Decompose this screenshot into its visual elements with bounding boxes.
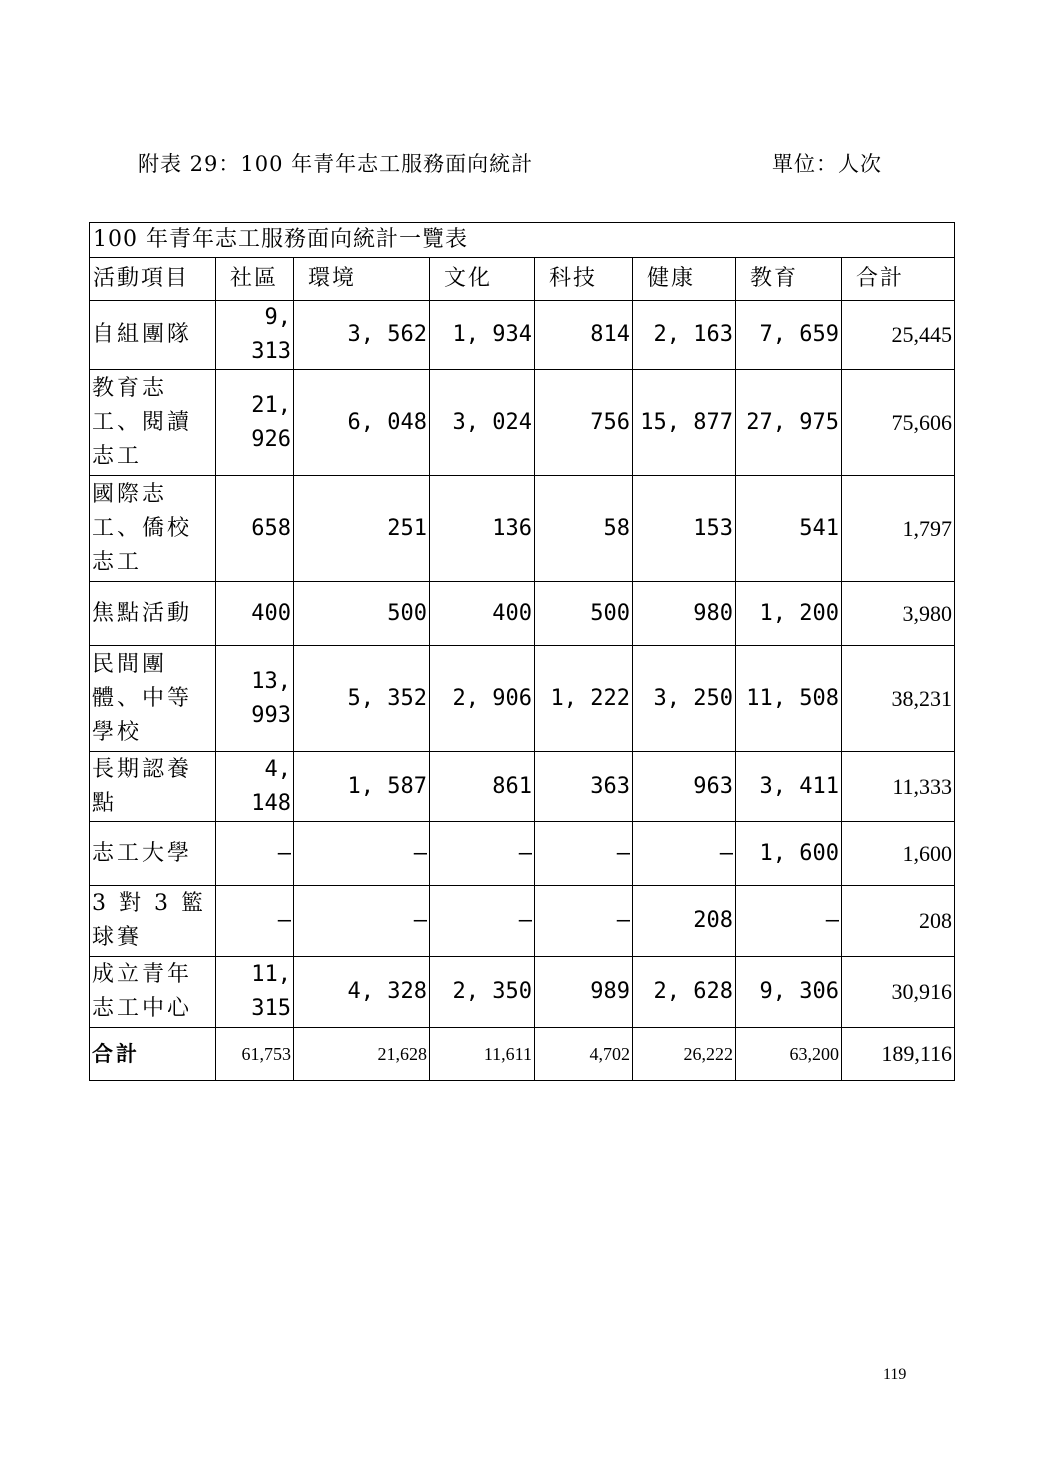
cell-value: 861 (430, 752, 535, 822)
cell-value: 136 (430, 476, 535, 582)
row-label: 志工大學 (90, 822, 216, 886)
row-label: 民間團體、中等學校 (90, 646, 216, 752)
cell-value: 4, 148 (216, 752, 294, 822)
cell-value: 208 (633, 886, 736, 957)
cell-value: 363 (535, 752, 633, 822)
cell-value: 58 (535, 476, 633, 582)
table-row (90, 957, 955, 1028)
row-label: 3 對 3 籃球賽 (90, 886, 216, 957)
table-row (90, 822, 955, 886)
cell-value: 9, 313 (216, 301, 294, 370)
cell-value: 251 (294, 476, 430, 582)
cell-value: – (430, 886, 535, 957)
row-total: 3,980 (842, 582, 955, 646)
sum-value: 11,611 (430, 1028, 535, 1081)
cell-value: – (535, 886, 633, 957)
row-label: 自組團隊 (90, 301, 216, 370)
table-row (90, 582, 955, 646)
table-row (90, 886, 955, 957)
header-health: 健康 (633, 258, 736, 301)
row-label: 成立青年志工中心 (90, 957, 216, 1028)
cell-value: 400 (430, 582, 535, 646)
cell-value: – (633, 822, 736, 886)
header-environment: 環境 (294, 258, 430, 301)
cell-value: – (294, 886, 430, 957)
row-total: 75,606 (842, 370, 955, 476)
row-total: 30,916 (842, 957, 955, 1028)
cell-value: 2, 628 (633, 957, 736, 1028)
cell-value: 2, 163 (633, 301, 736, 370)
table-row (90, 752, 955, 822)
table-title: 100 年青年志工服務面向統計一覽表 (90, 223, 955, 258)
page-number: 119 (883, 1366, 907, 1383)
table-sum-row (90, 1028, 955, 1081)
cell-value: 963 (633, 752, 736, 822)
table-row (90, 476, 955, 582)
cell-value: 814 (535, 301, 633, 370)
cell-value: 400 (216, 582, 294, 646)
row-total: 1,600 (842, 822, 955, 886)
sum-value: 61,753 (216, 1028, 294, 1081)
table-header-row (90, 258, 955, 301)
cell-value: 2, 350 (430, 957, 535, 1028)
cell-value: 11, 508 (736, 646, 842, 752)
cell-value: 1, 200 (736, 582, 842, 646)
sum-value: 63,200 (736, 1028, 842, 1081)
cell-value: 3, 250 (633, 646, 736, 752)
header-culture: 文化 (430, 258, 535, 301)
header-technology: 科技 (535, 258, 633, 301)
cell-value: 11, 315 (216, 957, 294, 1028)
cell-value: – (736, 886, 842, 957)
cell-value: – (430, 822, 535, 886)
row-total: 25,445 (842, 301, 955, 370)
cell-value: 1, 934 (430, 301, 535, 370)
row-total: 38,231 (842, 646, 955, 752)
cell-value: – (216, 822, 294, 886)
cell-value: 6, 048 (294, 370, 430, 476)
cell-value: 980 (633, 582, 736, 646)
cell-value: 27, 975 (736, 370, 842, 476)
cell-value: 9, 306 (736, 957, 842, 1028)
cell-value: 541 (736, 476, 842, 582)
sum-value: 4,702 (535, 1028, 633, 1081)
row-label: 國際志工、僑校志工 (90, 476, 216, 582)
table-caption-title: 附表 29：100 年青年志工服務面向統計 (138, 152, 534, 176)
cell-value: 3, 411 (736, 752, 842, 822)
row-label: 長期認養點 (90, 752, 216, 822)
cell-value: 2, 906 (430, 646, 535, 752)
row-total: 208 (842, 886, 955, 957)
cell-value: 1, 222 (535, 646, 633, 752)
cell-value: 756 (535, 370, 633, 476)
cell-value: 3, 024 (430, 370, 535, 476)
row-label: 焦點活動 (90, 582, 216, 646)
cell-value: 989 (535, 957, 633, 1028)
cell-value: 3, 562 (294, 301, 430, 370)
cell-value: 500 (294, 582, 430, 646)
sum-value: 21,628 (294, 1028, 430, 1081)
sum-value: 26,222 (633, 1028, 736, 1081)
cell-value: 5, 352 (294, 646, 430, 752)
table-row (90, 646, 955, 752)
cell-value: – (535, 822, 633, 886)
cell-value: 500 (535, 582, 633, 646)
header-total: 合計 (842, 258, 955, 301)
cell-value: 658 (216, 476, 294, 582)
cell-value: 1, 600 (736, 822, 842, 886)
header-activity: 活動項目 (90, 258, 216, 301)
cell-value: – (294, 822, 430, 886)
table-row (90, 370, 955, 476)
cell-value: 15, 877 (633, 370, 736, 476)
cell-value: 7, 659 (736, 301, 842, 370)
row-total: 11,333 (842, 752, 955, 822)
cell-value: 1, 587 (294, 752, 430, 822)
table-caption-unit: 單位：人次 (772, 152, 882, 176)
header-education: 教育 (736, 258, 842, 301)
cell-value: – (216, 886, 294, 957)
sum-row-label: 合計 (90, 1028, 216, 1081)
cell-value: 21, 926 (216, 370, 294, 476)
statistics-table (89, 222, 955, 1081)
table-row (90, 301, 955, 370)
cell-value: 153 (633, 476, 736, 582)
row-label: 教育志工、閱讀志工 (90, 370, 216, 476)
header-community: 社區 (216, 258, 294, 301)
row-total: 1,797 (842, 476, 955, 582)
grand-total: 189,116 (842, 1028, 955, 1081)
cell-value: 4, 328 (294, 957, 430, 1028)
cell-value: 13, 993 (216, 646, 294, 752)
